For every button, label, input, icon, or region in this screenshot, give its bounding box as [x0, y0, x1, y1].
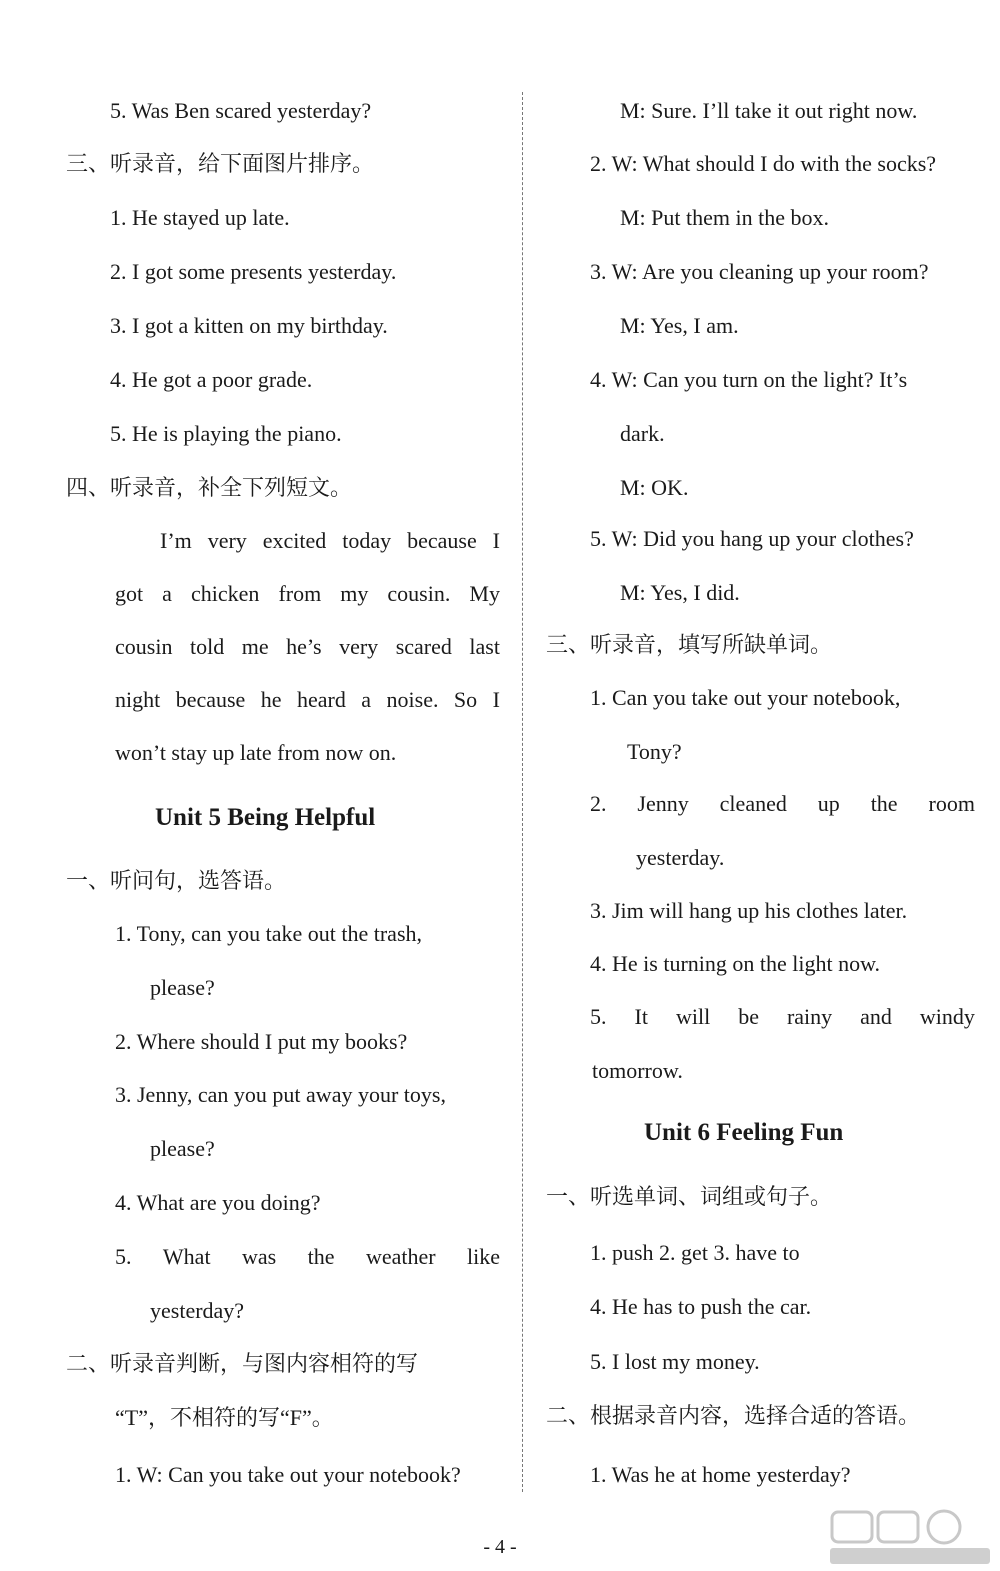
passage-line: cousin told me he’s very scared last: [115, 634, 500, 659]
right-line: 4. W: Can you turn on the light? It’s: [590, 367, 908, 392]
left-line: 3. Jenny, can you put away your toys,: [115, 1082, 446, 1107]
left-line: 1. W: Can you take out your notebook?: [115, 1462, 461, 1487]
left-line: please?: [150, 975, 215, 1000]
right-line: tomorrow.: [592, 1058, 683, 1083]
right-line: 5. I lost my money.: [590, 1349, 760, 1374]
left-line: 5. Was Ben scared yesterday?: [110, 98, 372, 123]
passage-line: night because he heard a noise. So I: [115, 687, 500, 712]
left-line: 5. What was the weather like: [115, 1244, 500, 1269]
section-heading: 三、听录音，填写所缺单词。: [546, 632, 833, 657]
column-divider: [522, 92, 523, 1492]
section-heading: 四、听录音，补全下列短文。: [66, 475, 353, 500]
right-line: 1. Was he at home yesterday?: [590, 1462, 851, 1487]
passage-line: got a chicken from my cousin. My: [115, 581, 500, 606]
right-line: 3. Jim will hang up his clothes later.: [590, 898, 908, 923]
left-line: 1. Tony, can you take out the trash,: [115, 921, 423, 946]
right-line: 4. He is turning on the light now.: [590, 951, 881, 976]
left-line: 1. He stayed up late.: [110, 205, 290, 230]
left-line: 2. Where should I put my books?: [115, 1029, 408, 1054]
unit-title: Unit 6 Feeling Fun: [644, 1119, 844, 1146]
section-heading-cont: “T”，不相符的写“F”。: [115, 1405, 334, 1430]
right-line: 5. It will be rainy and windy: [590, 1004, 975, 1029]
right-line: M: Yes, I did.: [620, 580, 740, 605]
section-heading: 一、听选单词、词组或句子。: [546, 1184, 833, 1209]
right-line: 3. W: Are you cleaning up your room?: [590, 259, 929, 284]
left-line: please?: [150, 1136, 215, 1161]
right-line: 1. push 2. get 3. have to: [590, 1240, 800, 1265]
right-line: 2. Jenny cleaned up the room: [590, 791, 975, 816]
right-line: Tony?: [627, 739, 682, 764]
left-line: 5. He is playing the piano.: [110, 421, 342, 446]
left-line: 4. He got a poor grade.: [110, 367, 313, 392]
left-line: 3. I got a kitten on my birthday.: [110, 313, 388, 338]
right-line: 5. W: Did you hang up your clothes?: [590, 526, 914, 551]
right-line: M: Yes, I am.: [620, 313, 739, 338]
right-line: 4. He has to push the car.: [590, 1294, 812, 1319]
left-line: 4. What are you doing?: [115, 1190, 321, 1215]
right-line: M: Sure. I’ll take it out right now.: [620, 98, 918, 123]
section-heading: 一、听问句，选答语。: [66, 868, 287, 893]
watermark-logo: [826, 1508, 994, 1566]
right-line: M: Put them in the box.: [620, 205, 829, 230]
section-heading: 三、听录音，给下面图片排序。: [66, 151, 375, 176]
section-heading: 二、根据录音内容，选择合适的答语。: [546, 1403, 921, 1428]
unit-title: Unit 5 Being Helpful: [155, 804, 376, 831]
right-line: M: OK.: [620, 475, 689, 500]
right-line: 2. W: What should I do with the socks?: [590, 151, 937, 176]
right-line: dark.: [620, 421, 665, 446]
right-line: yesterday.: [636, 845, 725, 870]
right-line: 1. Can you take out your notebook,: [590, 685, 901, 710]
left-line: yesterday?: [150, 1298, 245, 1323]
page-number: - 4 -: [483, 1536, 517, 1558]
passage-line: I’m very excited today because I: [160, 528, 500, 553]
left-line: 2. I got some presents yesterday.: [110, 259, 397, 284]
section-heading: 二、听录音判断，与图内容相符的写: [66, 1351, 419, 1376]
passage-line: won’t stay up late from now on.: [115, 740, 397, 765]
